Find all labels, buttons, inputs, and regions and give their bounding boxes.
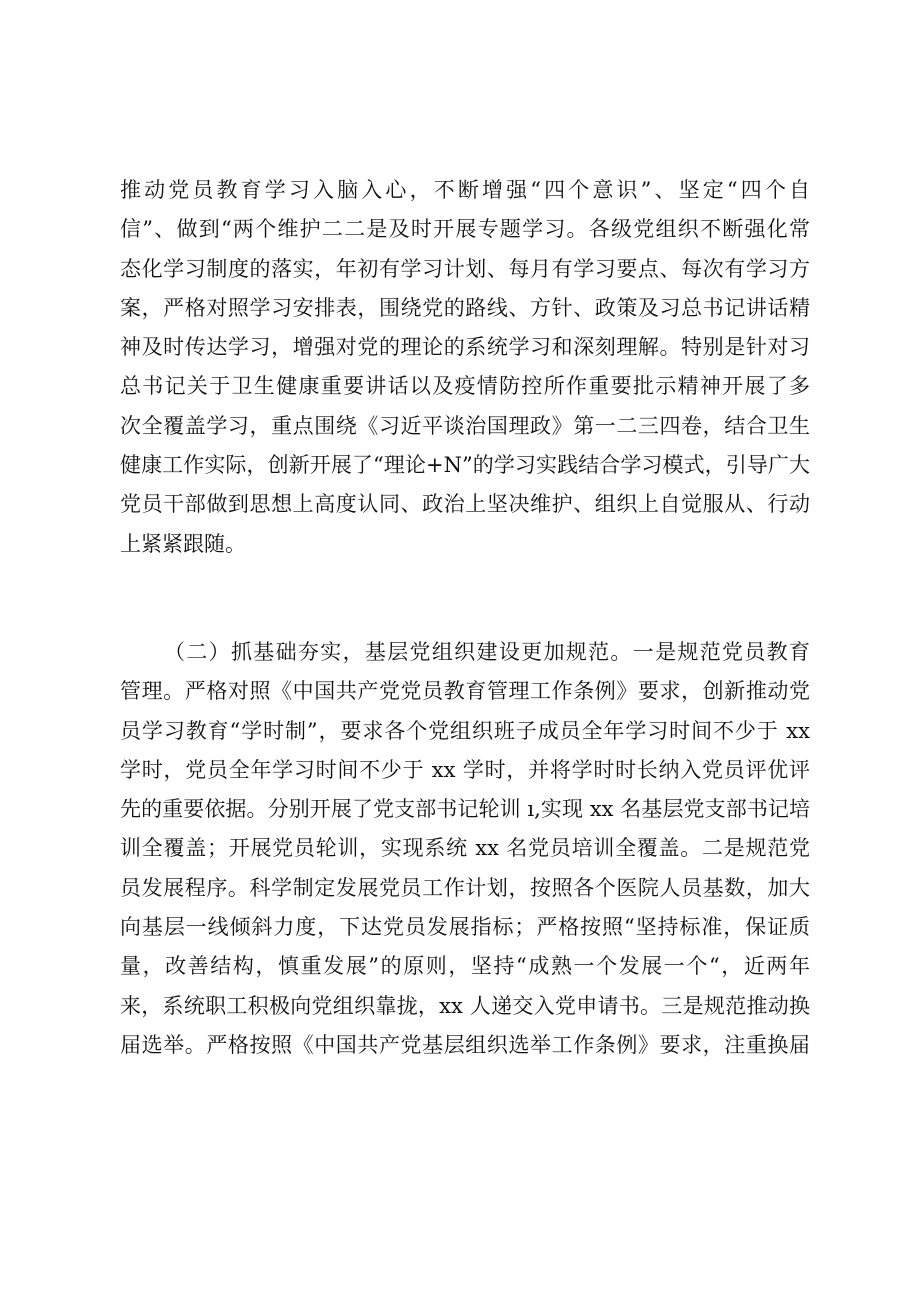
text-line: 态化学习制度的落实，年初有学习计划、每月有学习要点、每次有学习方 <box>120 256 810 281</box>
text-line: 来，系统职工积极向党组织靠拢，xx 人递交入党申请书。三是规范推动换 <box>120 993 810 1018</box>
text-line: 信”、做到“两个维护二二是及时开展专题学习。各级党组织不断强化常 <box>120 217 810 242</box>
text-line: 先的重要依据。分别开展了党支部书记轮训 ı,实现 xx 名基层党支部书记培 <box>120 797 810 822</box>
text-line: 党员干部做到思想上高度认同、政治上坚决维护、组织上自觉服从、行动 <box>120 492 810 517</box>
text-line: 神及时传达学习，增强对党的理论的系统学习和深刻理解。特别是针对习 <box>120 335 810 360</box>
text-line: 总书记关于卫生健康重要讲话以及疫情防控所作重要批示精神开展了多 <box>120 374 810 399</box>
text-line: 量，改善结构，慎重发展”的原则，坚持“成熟一个发展一个“，近两年 <box>120 954 810 979</box>
text-line: 案，严格对照学习安排表，围绕党的路线、方针、政策及习总书记讲话精 <box>120 295 810 320</box>
text-line: 健康工作实际，创新开展了“理论+N”的学习实践结合学习模式，引导广大 <box>120 453 810 478</box>
text-line: 向基层一线倾斜力度，下达党员发展指标；严格按照“坚持标准，保证质 <box>120 915 810 940</box>
paragraph-1 <box>120 171 810 564</box>
text-line: 员发展程序。科学制定发展党员工作计划，按照各个医院人员基数，加大 <box>120 875 810 900</box>
text-line: 次全覆盖学习，重点围绕《习近平谈治国理政》第一二三四卷，结合卫生 <box>120 413 810 438</box>
text-line: 学时，党员全年学习时间不少于 xx 学时，并将学时时长纳入党员评优评 <box>120 757 810 782</box>
text-line: 管理。严格对照《中国共产党党员教育管理工作条例》要求，创新推动党 <box>120 679 810 704</box>
text-line: 推动党员教育学习入脑入心，不断增强“四个意识”、坚定“四个自 <box>120 178 810 202</box>
text-line: （二）抓基础夯实，基层党组织建设更加规范。一是规范党员教育 <box>164 640 810 664</box>
text-line: 上紧紧跟随。 <box>120 531 246 556</box>
text-line: 训全覆盖；开展党员轮训，实现系统 xx 名党员培训全覆盖。二是规范党 <box>120 836 810 861</box>
text-line: 员学习教育“学时制”，要求各个党组织班子成员全年学习时间不少于 xx <box>120 718 810 743</box>
paragraph-2 <box>120 633 810 1065</box>
text-line: 届选举。严格按照《中国共产党基层组织选举工作条例》要求，注重换届 <box>120 1032 810 1057</box>
